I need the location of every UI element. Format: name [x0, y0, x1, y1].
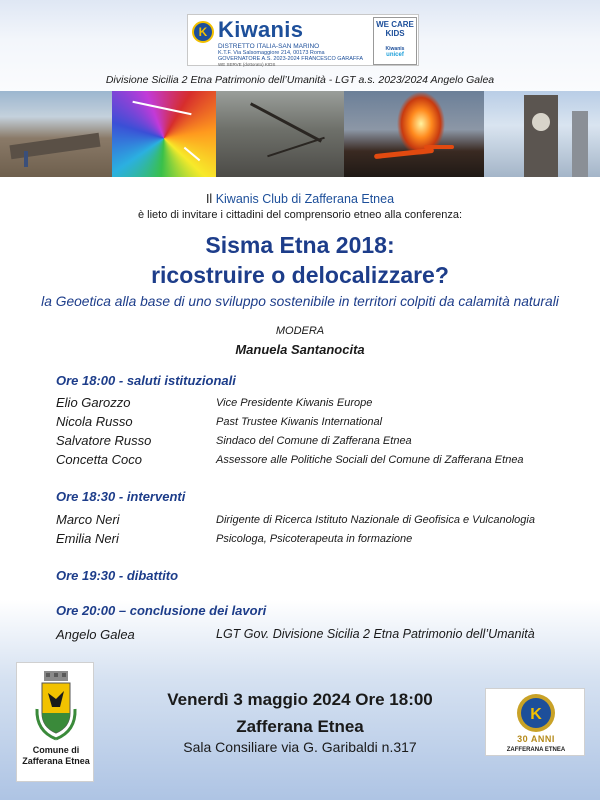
club-line: [0, 192, 600, 206]
photo-cracked-road: [216, 91, 344, 177]
event-venue: Sala Consiliare via G. Garibaldi n.317: [183, 739, 417, 755]
photo-collapsed-wall: [0, 91, 112, 177]
svg-text:K: K: [530, 706, 542, 723]
moderator-name: Manuela Santanocita: [235, 342, 365, 357]
district-name: DISTRETTO ITALIA-SAN MARINO: [218, 43, 320, 50]
speaker-name: Concetta Coco: [56, 452, 142, 467]
comune-name: Comune di Zafferana Etnea: [22, 745, 90, 766]
event-date: Venerdì 3 maggio 2024 Ore 18:00: [167, 690, 433, 709]
conference-title-line2: ricostruire o delocalizzare?: [151, 262, 449, 288]
speaker-role: LGT Gov. Divisione Sicilia 2 Etna Patrimonio dell’Umanità: [216, 627, 535, 641]
club-name: Kiwanis Club di Zafferana Etnea: [215, 192, 395, 206]
speaker-name: Emilia Neri: [56, 531, 119, 546]
kiwanis-emblem-icon: K: [192, 21, 214, 43]
motto: WE SERVE (dottorato) KIDS: [218, 62, 276, 67]
governor-line: GOVERNATORE A.S. 2023-2024 FRANCESCO GARAFFA: [218, 56, 363, 62]
division-line: Divisione Sicilia 2 Etna Patrimonio dell’Umanità - LGT a.s. 2023/2024 Angelo Galea: [105, 74, 495, 86]
conference-title-line1: Sisma Etna 2018:: [205, 232, 395, 258]
invite-line: è lieto di invitare i cittadini del comprensorio etneo alla conferenza:: [137, 209, 463, 221]
speaker-role: Past Trustee Kiwanis International: [216, 416, 383, 428]
speaker-name: Elio Garozzo: [56, 395, 131, 410]
unicef-logo: unicef: [386, 52, 404, 58]
club-prefix: Il: [205, 192, 213, 206]
we-care-kids-badge: [373, 17, 417, 65]
badge-kiwanis-text: Kiwanis: [385, 46, 405, 52]
speaker-name: Marco Neri: [56, 512, 120, 527]
section-head-talks: Ore 18:30 - interventi: [56, 489, 186, 504]
anniversary-label: ZAFFERANA ETNEA: [506, 747, 566, 753]
speaker-role: Sindaco del Comune di Zafferana Etnea: [216, 435, 412, 447]
kiwanis-anniversary-emblem-icon: [516, 693, 556, 733]
anniversary-text: 30 ANNI: [517, 734, 555, 744]
photo-bell-tower: [484, 91, 600, 177]
event-city: Zafferana Etnea: [236, 717, 364, 736]
anniversary-logo: [485, 688, 585, 756]
speaker-role: Vice Presidente Kiwanis Europe: [216, 397, 373, 409]
speaker-role: Dirigente di Ricerca Istituto Nazionale di Geofisica e Vulcanologia: [216, 514, 535, 526]
speaker-name: Salvatore Russo: [56, 433, 152, 448]
speaker-role: Psicologa, Psicoterapeuta in formazione: [216, 533, 413, 545]
section-head-debate: Ore 19:30 - dibattito: [56, 568, 179, 583]
photo-strip: [0, 91, 600, 177]
moderator-label: MODERA: [275, 325, 325, 337]
kiwanis-logo: [187, 14, 419, 66]
conference-subtitle: la Geoetica alla base di uno sviluppo sostenibile in territori colpiti da calamità naturali: [41, 294, 559, 309]
section-head-greetings: Ore 18:00 - saluti istituzionali: [56, 373, 236, 388]
kiwanis-brand: Kiwanis: [218, 17, 304, 42]
speaker-role: Assessore alle Politiche Sociali del Comune di Zafferana Etnea: [216, 454, 524, 466]
we-care-kids-text: WE CARE KIDS: [376, 20, 414, 38]
speaker-name: Angelo Galea: [56, 627, 135, 642]
section-head-closing: Ore 20:00 – conclusione dei lavori: [56, 603, 267, 618]
speaker-name: Nicola Russo: [56, 414, 133, 429]
district-address: K.T.F. Via Salsomaggiore 214, 00173 Roma: [218, 50, 325, 56]
photo-etna-eruption: [344, 91, 484, 177]
photo-insar-map: [112, 91, 216, 177]
